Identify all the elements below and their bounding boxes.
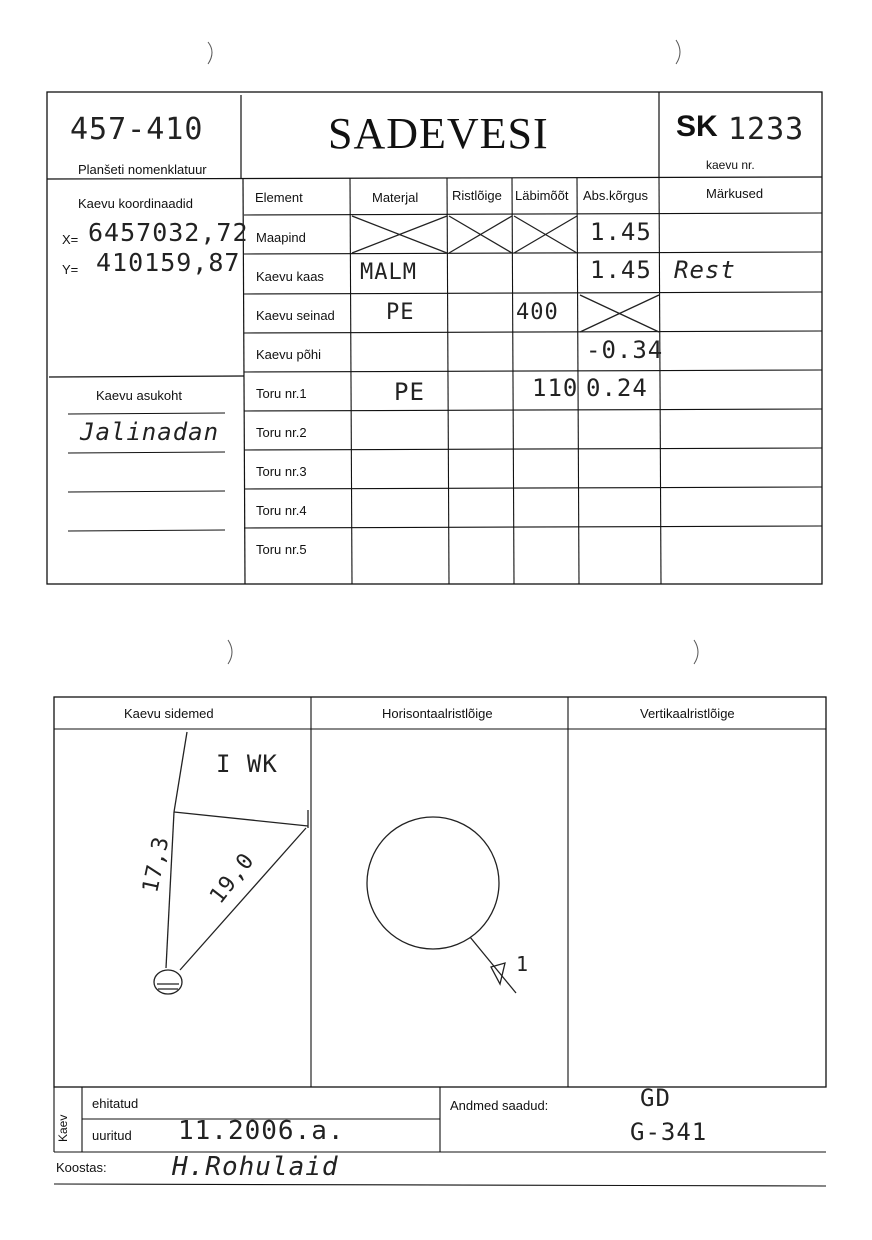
koostas-label: Koostas: [56,1160,107,1175]
kaev-label: Kaev [56,1114,70,1142]
row-label: Kaevu põhi [256,347,322,362]
header-abs: Abs.kõrgus [583,188,649,203]
header-ristloige: Ristlõige [452,188,502,203]
plansheet-value: 457-410 [70,112,204,147]
y-label: Y= [62,262,79,277]
location-label: Kaevu asukoht [96,388,183,403]
plansheet-label: Planšeti nomenklatuur [78,162,207,177]
uuritud-value: 11.2006.a. [178,1116,345,1146]
row-label: Kaevu kaas [256,269,324,284]
col-vertical-label: Vertikaalristlõige [640,706,735,721]
well-no-label: kaevu nr. [706,158,755,172]
materjal-value: MALM [360,260,417,285]
header-materjal: Materjal [372,190,419,205]
labimoot-value: 110 [532,374,579,402]
header-markused: Märkused [706,186,764,201]
sketch-dist2: 19,0 [205,848,260,909]
sk-prefix: SK [676,110,718,143]
row-label: Toru nr.5 [256,542,307,557]
andmed-label: Andmed saadud: [450,1098,549,1113]
row-label: Toru nr.1 [256,386,307,401]
page-title: SADEVESI [328,109,549,158]
materjal-value: PE [394,378,425,406]
markused-value: Rest [674,256,736,284]
x-label: X= [62,232,79,247]
row-label: Toru nr.2 [256,425,307,440]
abs-value: 0.24 [586,374,648,402]
header-labimoot: Läbimõõt [515,188,569,203]
abs-value: -0.34 [586,336,664,364]
koostas-value: H.Rohulaid [172,1152,339,1182]
col-ties-label: Kaevu sidemed [124,706,214,721]
pipe-label: 1 [516,952,530,976]
ehitatud-label: ehitatud [92,1096,139,1111]
abs-value: 1.45 [590,256,652,284]
andmed-value1: GD [640,1084,671,1112]
location-value: Jalinadan [80,418,220,446]
abs-value: 1.45 [590,218,652,246]
row-label: Toru nr.4 [256,503,307,518]
header-element: Element [255,190,303,205]
labimoot-value: 400 [516,300,559,325]
sketch-dist1: 17,3 [138,834,175,895]
y-value: 410159,87 [96,248,241,277]
row-label: Maapind [256,230,306,245]
sketch-label-top: I WK [216,750,278,778]
row-label: Kaevu seinad [256,308,335,323]
row-label: Toru nr.3 [256,464,307,479]
coords-label: Kaevu koordinaadid [78,196,193,211]
uuritud-label: uuritud [92,1128,132,1143]
andmed-value2: G-341 [630,1118,708,1146]
sk-number: 1233 [728,112,805,147]
x-value: 6457032,72 [88,218,249,247]
materjal-value: PE [386,300,415,325]
horizontal-section-sketch [367,817,516,993]
col-horizontal-label: Horisontaalristlõige [382,706,493,721]
